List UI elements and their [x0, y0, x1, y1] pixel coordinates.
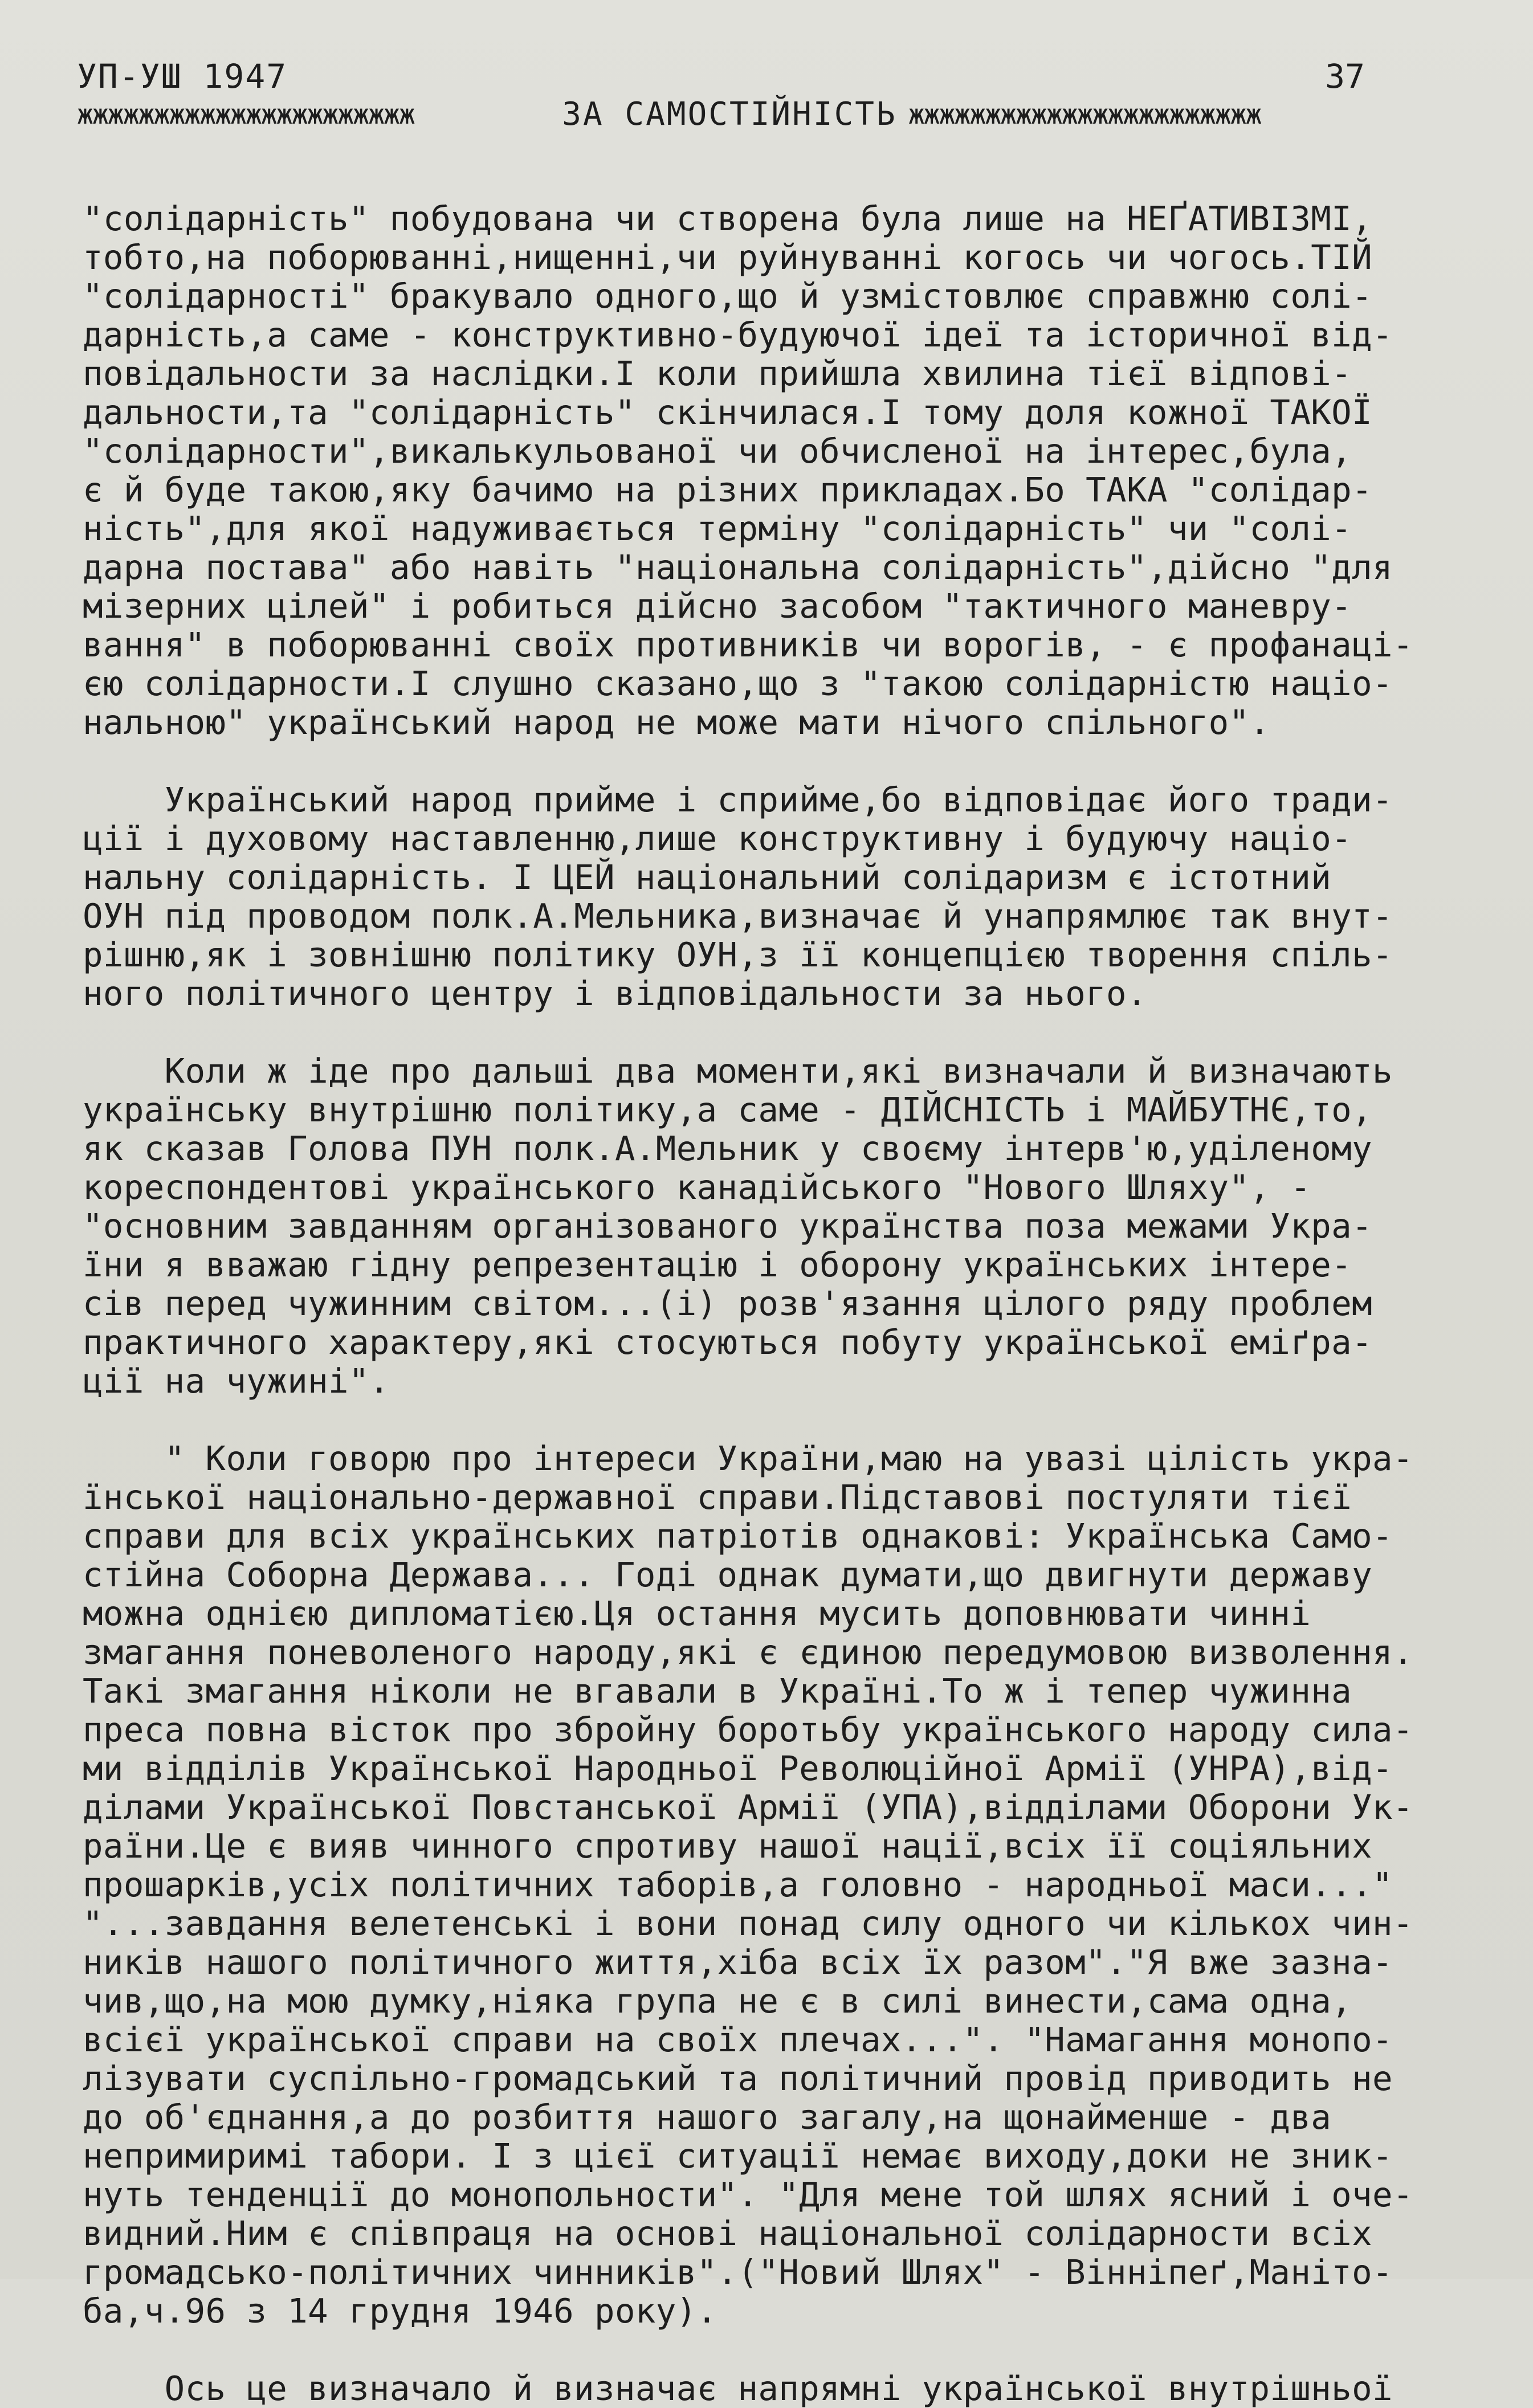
decorative-rule-left: жжжжжжжжжжжжжжжжжжжжжж [77, 98, 414, 130]
text-line: " Коли говорю про інтереси України,маю на увазі цілість укра- [83, 1439, 1413, 1478]
text-line: ного політичного центру і відповідальности за нього. [83, 974, 1147, 1013]
text-line: всієї української справи на своїх плечах...". "Намагання монопо- [83, 2020, 1393, 2059]
text-line: практичного характеру,які стосуються побуту української еміґра- [83, 1323, 1373, 1362]
text-line: чив,що,на мою думку,ніяка група не є в силі винести,сама одна, [83, 1981, 1352, 2021]
text-line: можна однією дипломатією.Ця остання мусить доповнювати чинні [83, 1594, 1311, 1633]
text-line: дарна постава" або навіть "національна солідарність",дійсно "для [83, 548, 1393, 587]
text-line: кореспондентові українського канадійського "Нового Шляху", - [83, 1168, 1311, 1207]
paragraph-gap [83, 2331, 1485, 2369]
paragraph [83, 2369, 1485, 2408]
text-line: є й буде такою,яку бачимо на різних прикладах.Бо ТАКА "солідар- [83, 470, 1373, 509]
paragraph [83, 1052, 1485, 1401]
text-line: мізерних цілей" і робиться дійсно засобом "тактичного маневру- [83, 586, 1352, 626]
text-line: стійна Соборна Держава... Годі однак думати,що двигнути державу [83, 1555, 1373, 1594]
paragraph-gap [83, 1013, 1485, 1052]
paragraph [83, 199, 1485, 742]
text-line: нальною" український народ не може мати нічого спільного". [83, 703, 1270, 742]
paragraph-gap [83, 1401, 1485, 1439]
page-number: 37 [1325, 57, 1365, 96]
text-line: нальну солідарність. І ЦЕЙ національний солідаризм є істотний [83, 858, 1332, 897]
page-header [77, 57, 1382, 137]
text-line: дальности,та "солідарність" скінчилася.І тому доля кожної ТАКОЇ [83, 393, 1373, 432]
text-line: їни я вважаю гідну репрезентацію і оборону українських інтере- [83, 1245, 1352, 1284]
text-line: Український народ прийме і сприйме,бо відповідає його тради- [83, 780, 1393, 819]
text-line: до об'єднання,а до розбиття нашого загалу,на щонайменше - два [83, 2097, 1332, 2137]
document-body [83, 199, 1485, 2408]
decorative-rule-right: жжжжжжжжжжжжжжжжжжжжжжж [908, 98, 1261, 130]
text-line: ції і духовому наставленню,лише конструктивну і будуючу націо- [83, 819, 1352, 858]
text-line: громадсько-політичних чинників".("Новий Шлях" - Вінніпеґ,Маніто- [83, 2252, 1393, 2292]
masthead-rule [77, 96, 1382, 133]
paragraph [83, 781, 1485, 1013]
text-line: непримиримі табори. І з цієї ситуації немає виходу,доки не зник- [83, 2136, 1393, 2176]
paragraph-gap [83, 742, 1485, 781]
text-line: ність",для якої надуживається терміну "солідарність" чи "солі- [83, 509, 1352, 548]
text-line: ОУН під проводом полк.А.Мельника,визначає й унапрямлює так внут- [83, 896, 1393, 936]
text-line: "основним завданням організованого українства поза межами Укра- [83, 1206, 1373, 1246]
text-line: ми відділів Української Народньої Революційної Армії (УНРА),від- [83, 1749, 1393, 1788]
text-line: сів перед чужинним світом...(і) розв'язання цілого ряду проблем [83, 1284, 1373, 1323]
text-line: "солідарності" бракувало одного,що й узмістовлює справжню солі- [83, 276, 1373, 316]
text-line: ції на чужині". [83, 1361, 390, 1401]
text-line: "солідарність" побудована чи створена була лише на НЕҐАТИВІЗМІ, [83, 199, 1373, 238]
text-line: лізувати суспільно-громадський та політичний провід приводить не [83, 2059, 1393, 2098]
text-line: Коли ж іде про дальші два моменти,які визначали й визначають [83, 1051, 1393, 1091]
text-line: Ось це визначало й визначає напрямні української внутрішньої [83, 2369, 1393, 2408]
issue-date: УП-УШ 1947 [77, 57, 288, 96]
text-line: Такі змагання ніколи не вгавали в Україні.То ж і тепер чужинна [83, 1671, 1352, 1711]
text-line: видний.Ним є співпраця на основі національної солідарности всіх [83, 2214, 1373, 2253]
text-line: нуть тенденції до монопольности". "Для мене той шлях ясний і оче- [83, 2175, 1413, 2214]
text-line: ників нашого політичного життя,хіба всіх їх разом"."Я вже зазна- [83, 1942, 1393, 1982]
text-line: єю солідарности.І слушно сказано,що з "такою солідарністю націо- [83, 664, 1393, 703]
masthead-title: ЗА САМОСТІЙНІСТЬ [562, 96, 897, 133]
text-line: їнської національно-державної справи.Підставові постуляти тієї [83, 1478, 1352, 1517]
text-line: преса повна вісток про збройну боротьбу українського народу сила- [83, 1710, 1413, 1749]
text-line: українську внутрішню політику,а саме - ДІЙСНІСТЬ і МАЙБУТНЄ,то, [83, 1090, 1373, 1129]
text-line: ділами Української Повстанської Армії (УПА),відділами Оборони Ук- [83, 1787, 1413, 1827]
text-line: раїни.Це є вияв чинного спротиву нашої нації,всіх її соціяльних [83, 1826, 1373, 1866]
paragraph [83, 1439, 1485, 2331]
text-line: як сказав Голова ПУН полк.А.Мельник у своєму інтерв'ю,уділеному [83, 1129, 1373, 1168]
text-line: повідальности за наслідки.І коли прийшла хвилина тієї відпові- [83, 354, 1352, 393]
text-line: "...завдання велетенські і вони понад силу одного чи кількох чин- [83, 1904, 1413, 1943]
text-line: прошарків,усіх політичних таборів,а головно - народньої маси..." [83, 1865, 1393, 1904]
text-line: рішню,як і зовнішню політику ОУН,з її концепцією творення спіль- [83, 935, 1393, 974]
text-line: "солідарности",викалькульованої чи обчисленої на інтерес,була, [83, 431, 1352, 471]
text-line: вання" в поборюванні своїх противників чи ворогів, - є профанаці- [83, 625, 1413, 664]
text-line: тобто,на поборюванні,нищенні,чи руйнуванні когось чи чогось.ТІЙ [83, 238, 1373, 277]
text-line: змагання поневоленого народу,які є єдиною передумовою визволення. [83, 1632, 1413, 1672]
text-line: дарність,а саме - конструктивно-будуючої ідеї та історичної від- [83, 315, 1393, 354]
text-line: справи для всіх українських патріотів однакові: Українська Само- [83, 1516, 1393, 1556]
text-line: ба,ч.96 з 14 грудня 1946 року). [83, 2291, 717, 2331]
